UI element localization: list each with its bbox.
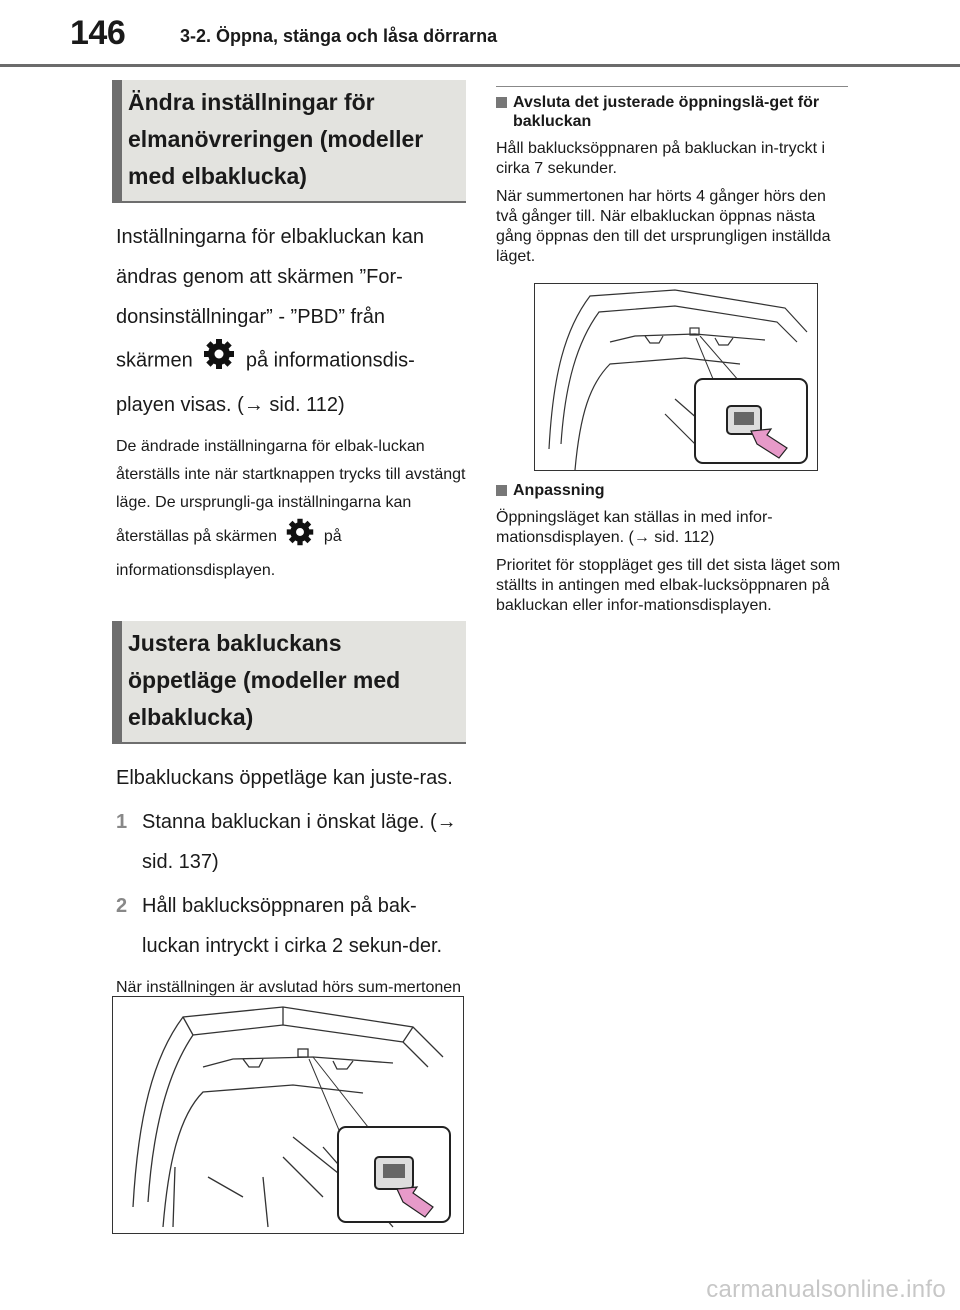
subheading-cancel <box>496 93 848 131</box>
tailgate-illustration-small <box>534 283 818 471</box>
square-bullet-icon <box>496 97 507 108</box>
paragraph-priority: Prioritet för stoppläget ges till det sista läget som ställts in antingen med elbak-lucksöppnaren på bakluckan eller infor-mationsdisplayen. <box>496 557 841 614</box>
right-column <box>496 86 848 616</box>
square-bullet-icon <box>496 485 507 496</box>
paragraph-beeps: När summertonen har hörts 4 gånger hörs den två gånger till. När elbakluckan öppnas nästa gång öppnas den till det ursprungligen inställda läget. <box>496 188 831 265</box>
note-beep: När inställningen är avslutad hörs sum-mertonen <box>116 979 462 996</box>
step-number: 1 <box>116 811 128 833</box>
paragraph-customize: Öppningsläget kan ställas in med infor-mationsdisplayen. (→ sid. 112) <box>496 509 773 546</box>
gear-icon <box>285 517 315 557</box>
page-number: 146 <box>70 14 126 52</box>
paragraph-text: De ändrade inställningarna för elbak-luckan återställs inte när startknappen trycks till avstängt läge. De ursprungli-ga inställningarna kan återställas på skärmen <box>116 438 466 546</box>
step-item <box>116 886 466 966</box>
watermark: carmanualsonline.info <box>706 1276 946 1303</box>
subheading-customize <box>496 481 848 500</box>
left-column <box>112 80 466 1066</box>
section-divider <box>496 86 848 87</box>
paragraph-text: Inställningarna för elbakluckan kan ändras genom att skärmen ”For-donsinställningar” - ”PBD” från skärmen <box>116 226 424 372</box>
step-item <box>116 802 466 882</box>
chapter-title: 3-2. Öppna, stänga och låsa dörrarna <box>180 26 498 46</box>
section-heading-adjust: Justera bakluckans öppetläge (modeller med elbaklucka) <box>112 621 466 744</box>
section-heading-settings: Ändra inställningar för elmanövreringen (modeller med elbaklucka) <box>112 80 466 203</box>
paragraph-hold: Håll baklucksöppnaren på bakluckan in-tryckt i cirka 7 sekunder. <box>496 140 826 177</box>
subheading-text: Anpassning <box>513 482 605 499</box>
paragraph-text: på informationsdis-playen visas. (→ sid. 112) <box>116 349 415 416</box>
paragraph-reset-note <box>116 433 466 585</box>
step-text: Stanna bakluckan i önskat läge. (→ sid. 137) <box>142 811 457 873</box>
header-rule <box>0 64 960 67</box>
paragraph-adjust: Elbakluckans öppetläge kan juste-ras. <box>116 767 453 789</box>
paragraph-settings <box>116 217 466 425</box>
tailgate-illustration <box>112 996 464 1234</box>
step-number: 2 <box>116 895 128 917</box>
paragraph-text: på informationsdisplayen. <box>116 528 342 579</box>
subheading-text: Avsluta det justerade öppningslä-get för bakluckan <box>513 94 820 130</box>
step-text: Håll baklucksöppnaren på bak-luckan intryckt i cirka 2 sekun-der. <box>142 895 443 957</box>
gear-icon <box>202 337 236 385</box>
